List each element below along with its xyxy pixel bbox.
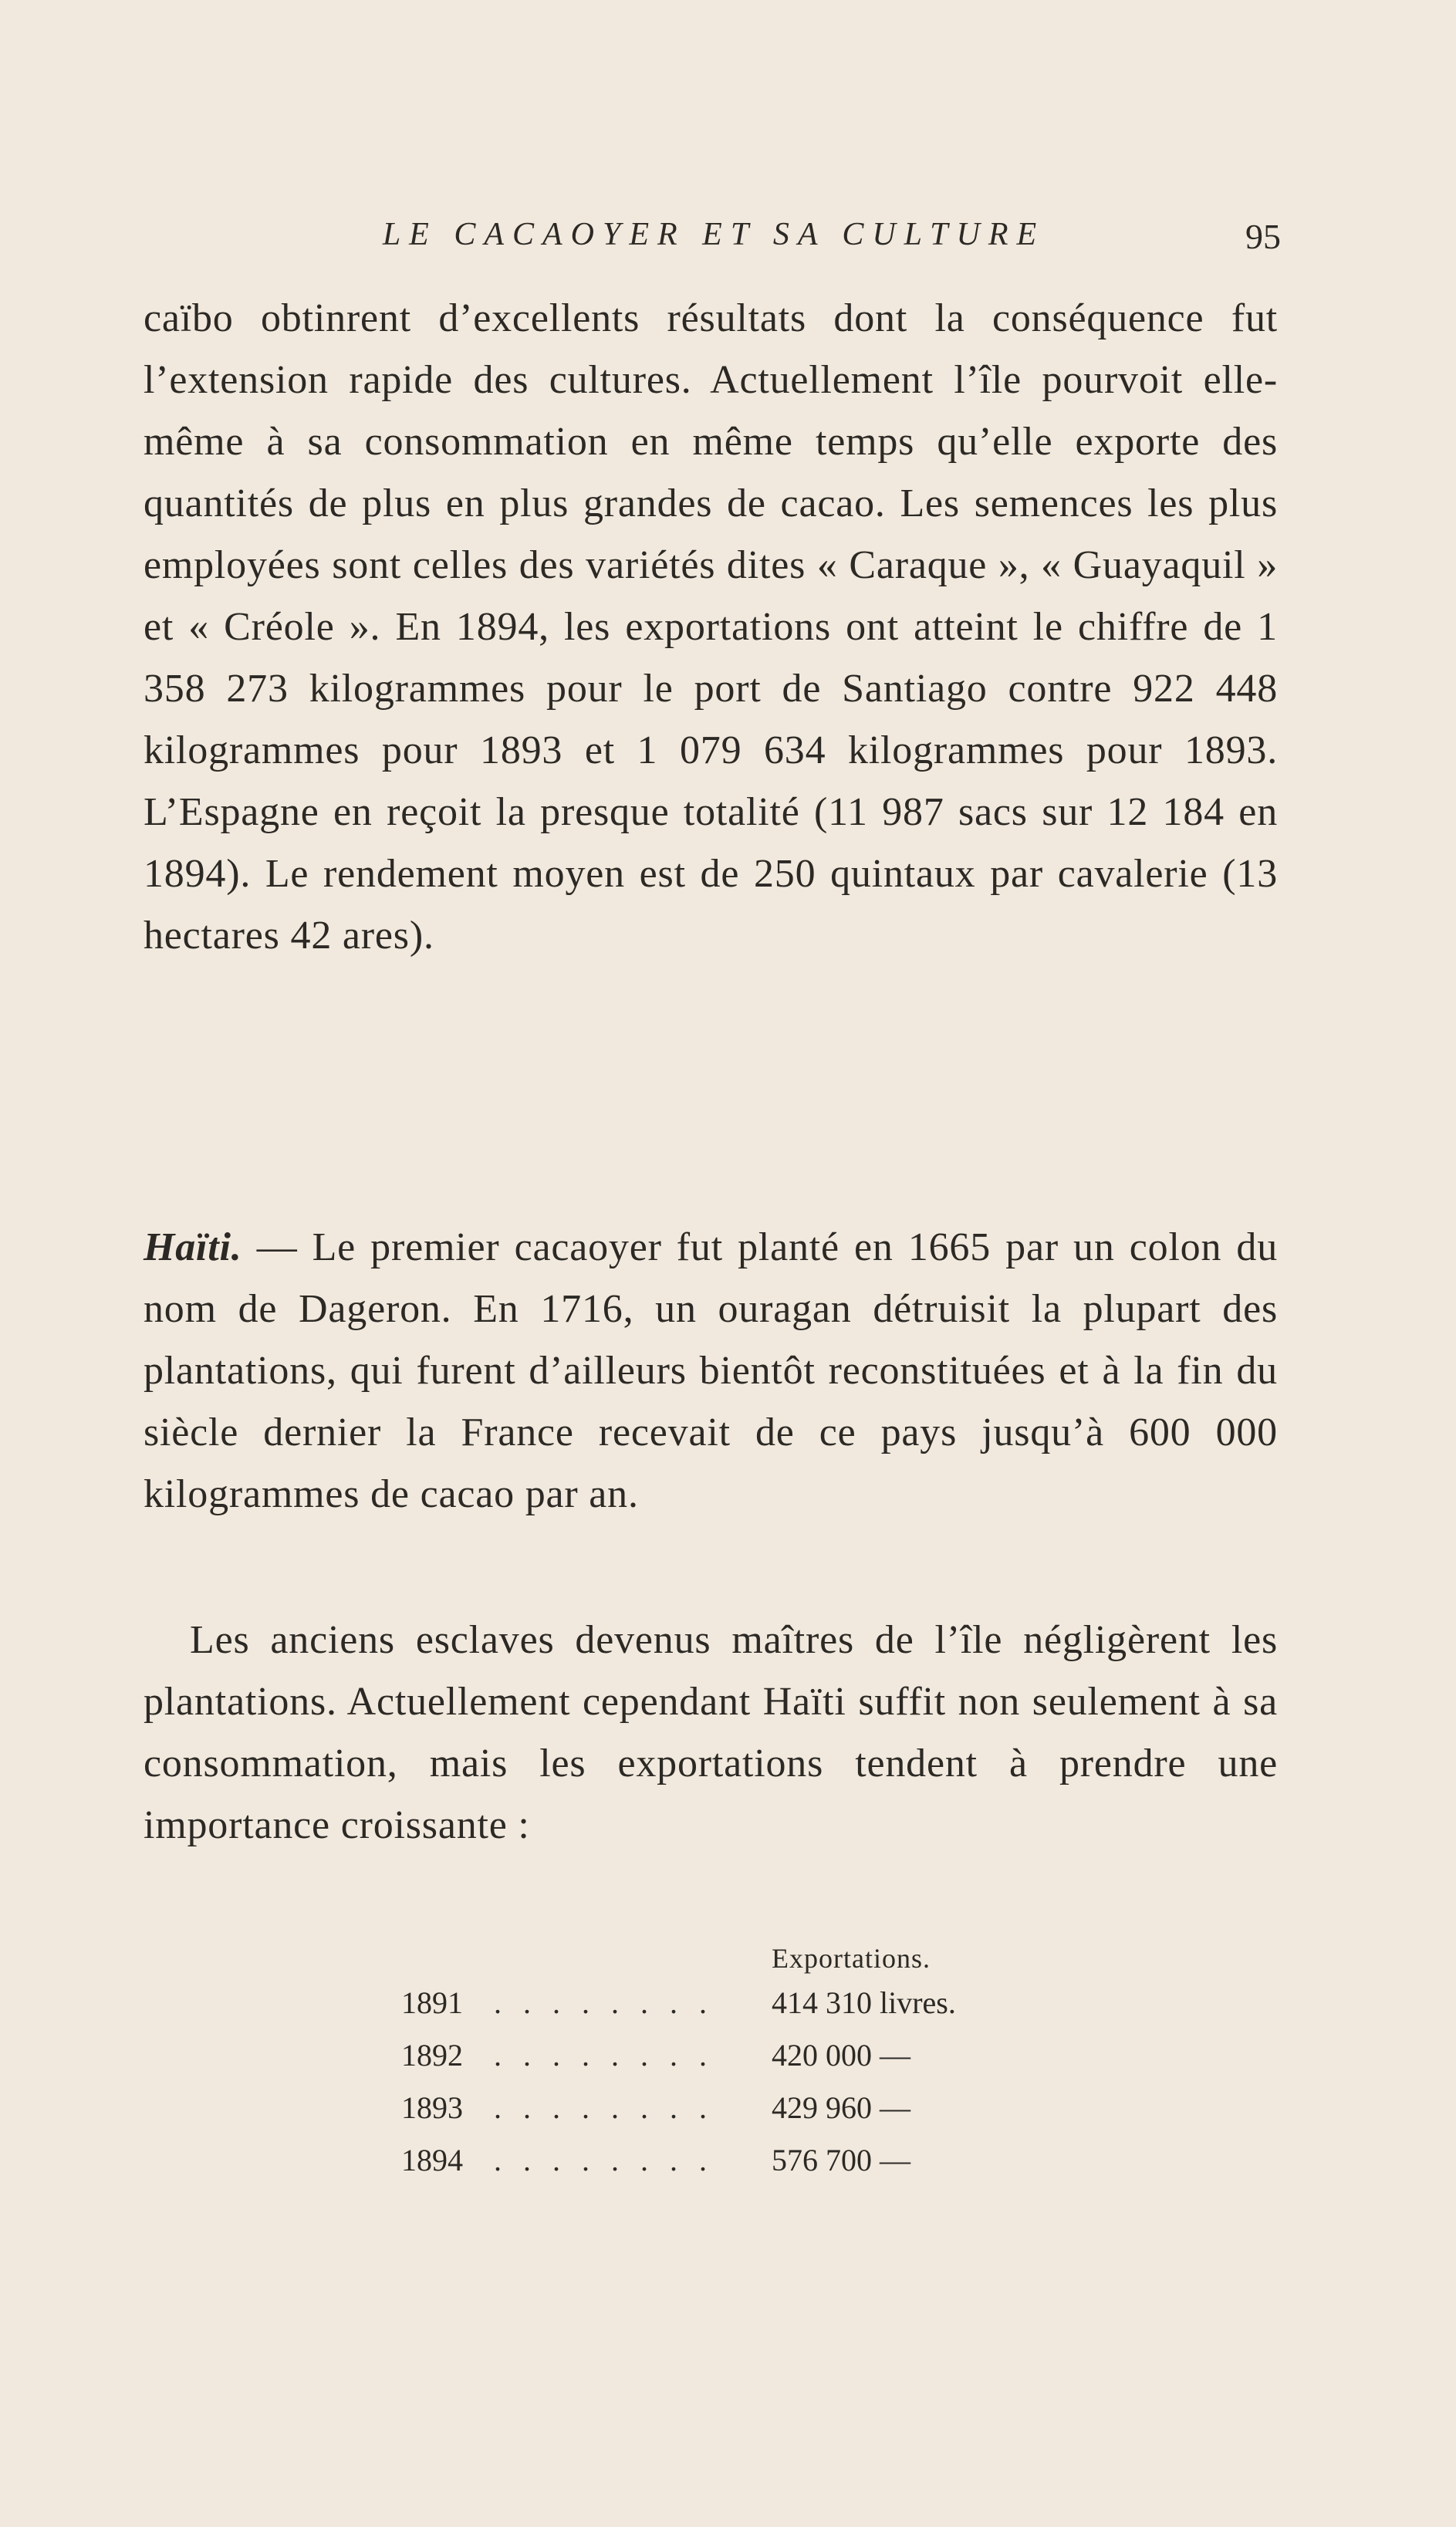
export-amount: 576 700 — <box>772 2143 910 2177</box>
running-title: LE CACAOYER ET SA CULTURE <box>382 217 1046 252</box>
export-year: 1894 <box>401 2143 463 2177</box>
export-amount: 414 310 livres. <box>772 1985 956 2020</box>
export-amount: 429 960 — <box>772 2090 910 2125</box>
table-row <box>401 2142 1096 2194</box>
dot-leader: . . . . . . . . <box>494 2143 714 2177</box>
page-header <box>147 216 1281 270</box>
export-year: 1892 <box>401 2038 463 2073</box>
table-row <box>401 1985 1096 2037</box>
paragraph-haiti-current: Les anciens esclaves devenus maîtres de l’île négligèrent les plantations. Actuellement cependant Haïti suffit non seulement à sa consommation, mais les exportations tendent à prendre une importance croissante : <box>144 1618 1278 1847</box>
paragraph-santo-domingo: caïbo obtinrent d’excellents résultats dont la conséquence fut l’extension rapide des cultures. Actuellement l’île pourvoit elle-même à sa consommation en même temps qu’elle exporte des quantités de plus en plus grandes de cacao. Les semences les plus employées sont celles des variétés dites « Caraque », « Guayaquil » et « Créole ». En 1894, les exportations ont atteint le chiffre de 1 358 273 kilogrammes pour le port de Santiago contre 922 448 kilogrammes pour 1893 et 1 079 634 kilogrammes pour 1893. L’Espagne en reçoit la presque totalité (11 987 sacs sur 12 184 en 1894). Le rendement moyen est de 250 quintaux par cavalerie (13 hectares 42 ares). <box>144 296 1278 958</box>
dot-leader: . . . . . . . . <box>494 2038 714 2073</box>
table-row <box>401 2090 1096 2142</box>
exports-table <box>401 1985 1096 2194</box>
paragraph-haiti-history <box>144 1217 1278 1525</box>
section-run-in-haiti: Haïti. <box>144 1225 242 1269</box>
table-row <box>401 2037 1096 2090</box>
export-year: 1893 <box>401 2090 463 2125</box>
export-amount: 420 000 — <box>772 2038 910 2073</box>
dot-leader: . . . . . . . . <box>494 1985 714 2020</box>
export-year: 1891 <box>401 1985 463 2020</box>
dot-leader: . . . . . . . . <box>494 2090 714 2125</box>
page-number: 95 <box>1245 217 1281 256</box>
paragraph-haiti-history-text: — Le premier cacaoyer fut planté en 1665 par un colon du nom de Dageron. En 1716, un ouragan détruisit la plupart des plantations, qui furent d’ailleurs bientôt reconstituées et à la fin du siècle dernier la France recevait de ce pays jusqu’à 600 000 kilogrammes de cacao par an. <box>144 1225 1278 1516</box>
exports-caption: Exportations. <box>772 1943 931 1974</box>
